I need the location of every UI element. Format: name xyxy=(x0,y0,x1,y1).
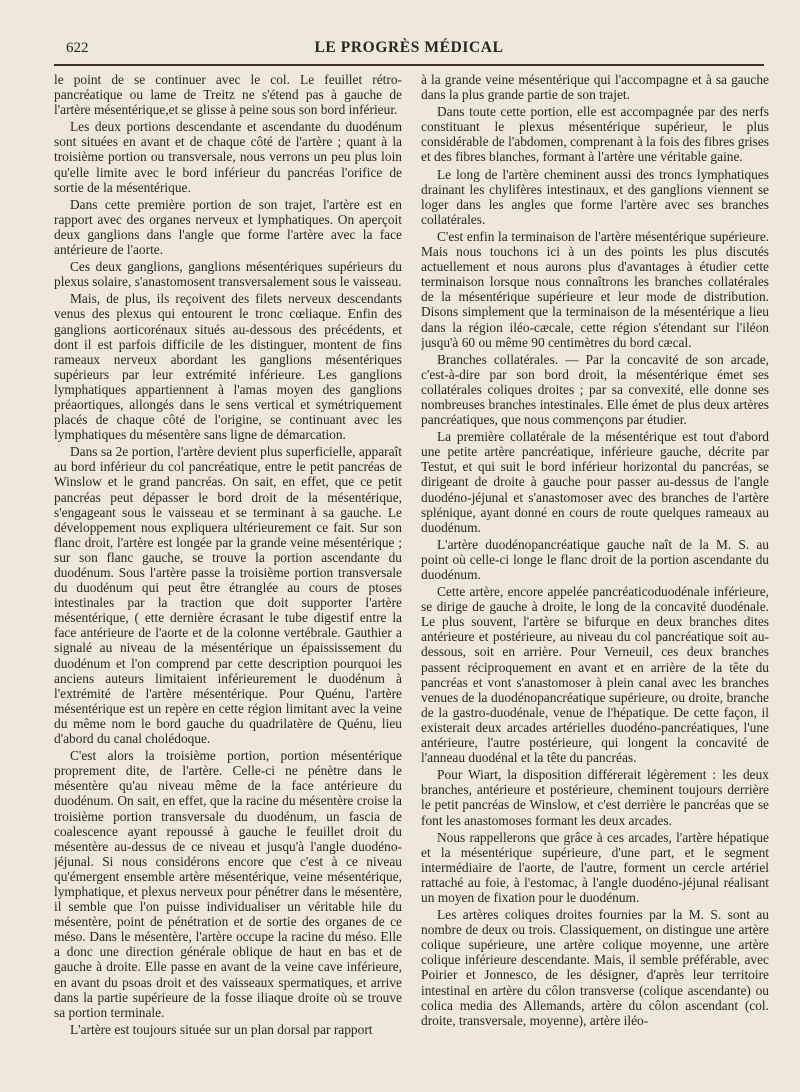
paragraph: à la grande veine mésentérique qui l'accompagne et à sa gauche dans la plus grande partie de son trajet. xyxy=(421,72,769,103)
paragraph: Dans sa 2e portion, l'artère devient plus superficielle, apparaît au bord inférieur du col pancréatique, entre le petit pancréas de Winslow et le grand pancréas. On sait, en effet, que ce petit pancréas peut dépasser le bord droit de la mésentérique, s'engageant sous le vaisseau et se terminant à sa gauche. Le développement nous expliquera ultérieurement ce fait. Sur son flanc droit, l'artère est longée par la grande veine mésentérique ; sur son flanc gauche, se trouve la portion ascendante du duodénum. Sous l'artère passe la troisième portion transversale du duodénum qui peut être étranglée au cours de ptoses intestinales par la traction que doit supporter l'artère mésentérique, ( ette dernière écrasant le tube digestif entre la face antérieure de l'aorte et de la colonne vertébrale. Gauthier a signalé au niveau de la mésentérique un épaississement du duodénum et l'on comprend par cette description pourquoi les anciens auteurs limitaient inférieurement le duodénum à l'extrémité de l'artère mésentérique. Pour Quénu, l'artère mésentérique est un repère en cette région limitant avec la veine du même nom le bord gauche du quadrilatère de Quénu, lieu d'abord du canal cholédoque. xyxy=(54,444,402,747)
paragraph: L'artère est toujours située sur un plan dorsal par rapport xyxy=(70,1021,373,1037)
journal-title: LE PROGRÈS MÉDICAL xyxy=(314,39,504,56)
paragraph: Nous rappellerons que grâce à ces arcades, l'artère hépatique et la mésentérique supérieure, d'une part, et le segment intermédiaire de l'aorte, de l'autre, forment un cercle artériel rattaché au foie, à l'estomac, à l'angle duodéno-jéjunal réalisant un moyen de fixation pour le duodénum. xyxy=(421,829,769,905)
paragraph: Pour Wiart, la disposition différerait légèrement : les deux branches, antérieure et postérieure, cheminent toujours derrière le petit pancréas de Winslow, et c'est derrière le pancréas que se font les anastomoses formant les deux arcades. xyxy=(421,767,769,828)
left-column xyxy=(54,72,402,1082)
page-header xyxy=(54,38,764,64)
paragraph: Cette artère, encore appelée pancréaticoduodénale inférieure, se dirige de gauche à droite, le long de la concavité duodénale. Le plus souvent, l'artère se bifurque en deux branches dites antérieure et postérieure, au niveau du col pancréatique soit au-dessous, soit en arrière. Pour Verneuil, ces deux branches passent réciproquement en avant et en arrière de la tête du pancréas et vont s'anastomoser à plein canal avec les branches venues de la duodénopancréatique supérieure, ou droite, branche de la gastro-duodénale, venue de l'hépatique. De cette façon, il existerait deux arcades artérielles duodéno-pancréatiques, l'une antérieure, l'autre postérieure, qui longent la concavité de l'anneau duodénal et la tête du pancréas. xyxy=(421,584,769,766)
paragraph: Dans cette première portion de son trajet, l'artère est en rapport avec des organes nerveux et lymphatiques. On aperçoit deux ganglions dans l'angle que forme l'artère avec la face antérieure de l'aorte. xyxy=(54,196,402,258)
paragraph: La première collatérale de la mésentérique est tout d'abord une petite artère pancréatique, inférieure gauche, décrite par Testut, et qui suit le bord inférieur horizontal du pancréas, se dirigeant de droite à gauche pour passer au-dessus de l'angle duodéno-jéjunal et s'anastomoser avec des branches de l'artère splénique, ayant donné en cours de route quelques rameaux au duodénum. xyxy=(421,429,769,535)
paragraph: Branches collatérales. — Par la concavité de son arcade, c'est-à-dire par son bord droit, la mésentérique émet ses collatérales coliques droites ; par sa convexité, elle donne ses nombreuses branches intestinales. Elle émet de plus deux artères pancréatiques, que nous commençons par étudier. xyxy=(421,351,769,428)
paragraph: Mais, de plus, ils reçoivent des filets nerveux descendants venus des plexus qui entourent le tronc cœliaque. Enfin des ganglions aorticorénaux situés au-dessous des précédents, et dont il est parfois difficile de les distinguer, montent de fins rameaux nerveux abordant les ganglions mésentériques supérieurs par leur extrémité inférieure. Les ganglions lymphatiques appartiennent à l'amas moyen des ganglions préaortiques, allongés dans le sens vertical et symétriquement placés de chaque côté de l'origine, se continuant avec les lymphatiques du mésentère sans ligne de démarcation. xyxy=(54,291,402,443)
paragraph: Les deux portions descendante et ascendante du duodénum sont situées en avant et de chaque côté de l'artère ; quant à la troisième portion ou transversale, nous verrons un peu plus loin qu'elle limite avec le bord inférieur du pancréas l'orifice de sortie de la mésentérique. xyxy=(54,119,402,195)
paragraph: le point de se continuer avec le col. Le feuillet rétro-pancréatique ou lame de Treitz ne s'étend pas à gauche de l'artère mésentérique,et se glisse à peine sous son bord inférieur. xyxy=(54,72,402,118)
paragraph: Ces deux ganglions, ganglions mésentériques supérieurs du plexus solaire, s'anastomosent transversalement sous le vaisseau. xyxy=(54,259,402,290)
header-rule xyxy=(54,64,764,66)
paragraph: Dans toute cette portion, elle est accompagnée par des nerfs constituant le plexus mésentérique supérieur, le plus considérable de l'abdomen, comprenant à la fois des fibres grises et des fibres blanches, formant à l'artère une véritable gaine. xyxy=(421,104,769,165)
paragraph: Les artères coliques droites fournies par la M. S. sont au nombre de deux ou trois. Classiquement, on distingue une artère colique supérieure, une artère colique moyenne, une artère colique inférieure descendante. Mais, il semble préférable, avec Poirier et Jonnesco, de les désigner, d'après leur territoire intestinal en artère du côlon transverse (colique ascendante) ou colica media des Allemands, artère du côlon ascendant (col. droite, transversale, moyenne), artère iléo- xyxy=(421,907,769,1028)
paragraph: L'artère duodénopancréatique gauche naît de la M. S. au point où celle-ci longe le flanc droit de la portion ascendante du duodénum. xyxy=(421,536,769,582)
right-column xyxy=(421,72,769,1082)
paragraph: C'est enfin la terminaison de l'artère mésentérique supérieure. Mais nous touchons ici à un des points les plus discutés actuellement et nous aurons plus d'avantages à étudier cette terminaison lorsque nous connaîtrons les branches collatérales de la mésentérique supérieure et leur mode de distribution. Disons simplement que la terminaison de la mésentérique a lieu dans la région iléo-cæcale, cette région s'étendant sur l'iléon jusqu'à 60 ou même 90 centimètres du bord cæcal. xyxy=(421,228,769,350)
paragraph: C'est alors la troisième portion, portion mésentérique proprement dite, de l'artère. Celle-ci ne pénètre dans le mésentère qu'au niveau même de la face antérieure du duodénum. On sait, en effet, que la racine du mésentère croise la troisième portion transversale du duodénum, un fascia de coalescence ayant repoussé à gauche le feuillet droit du mésentère au-dessus de ce niveau et jusqu'à l'angle duodéno-jéjunal. Si nous considérons encore que c'est à ce niveau qu'émergent ensemble artère mésentérique, veine mésentérique, lymphatique, et plexus nerveux pour pénétrer dans le mésentère, il semble que l'on puisse individualiser un véritable hile du mésentère, point de pénétration et de sortie des organes de ce méso. Dans le mésentère, l'artère occupe la racine du méso. Elle a donc une direction générale oblique de haut en bas et de gauche à droite. Elle passe en avant de la veine cave inférieure, en avant du psoas droit et des vaisseaux spermatiques, et arrive dans la partie supérieure de la fosse iliaque droite où se trouve sa portion terminale. xyxy=(54,748,402,1020)
paragraph: Le long de l'artère cheminent aussi des troncs lymphatiques drainant les chylifères intestinaux, et des ganglions viennent se loger dans les angles que forme l'artère avec ses branches collatérales. xyxy=(421,166,769,227)
page-number: 622 xyxy=(66,40,89,56)
